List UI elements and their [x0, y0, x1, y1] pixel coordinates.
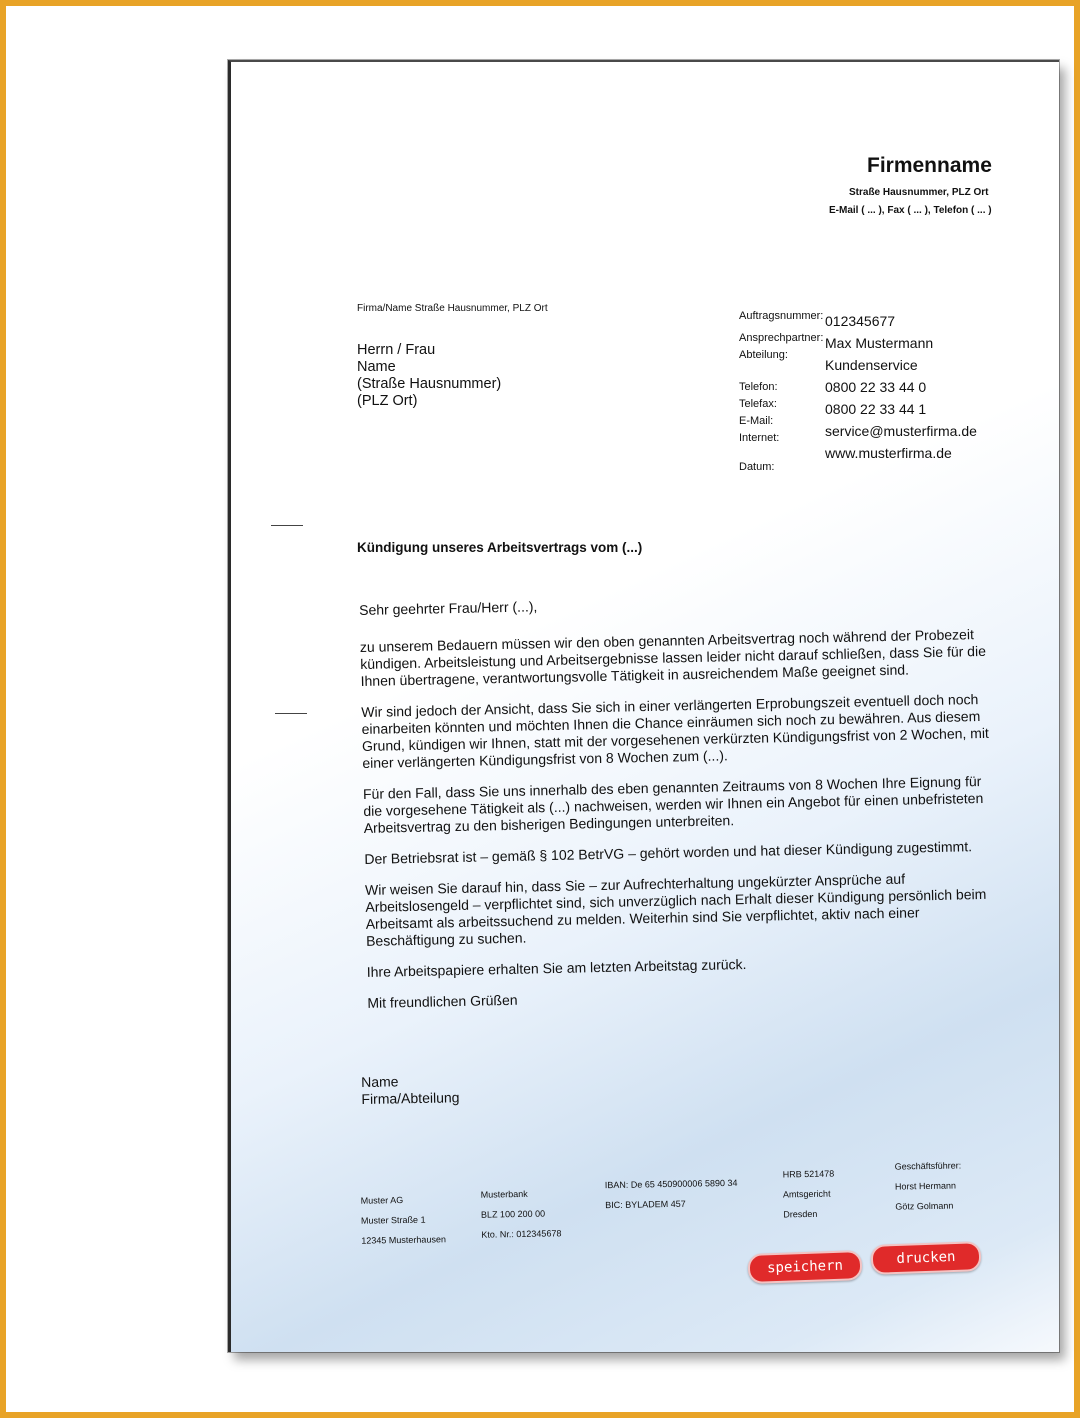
letter-body: [359, 589, 1008, 1026]
recipient-line: (Straße Hausnummer): [357, 376, 502, 392]
info-label: Datum:: [739, 461, 775, 473]
footer-text: 12345 Musterhausen: [361, 1234, 446, 1246]
footer-text: HRB 521478: [782, 1168, 835, 1180]
footer-company: [360, 1189, 446, 1250]
order-number: 012345677: [825, 313, 896, 329]
footer-text: Geschäftsführer:: [894, 1160, 962, 1172]
paragraph: Wir sind jedoch der Ansicht, dass Sie sich in einer verlängerten Erprobungszeit eventuell doch noch einarbeiten könnten und möchten Ihnen die Chance einräumen sich noch zu bewähren. Aus diesem Grund, kündigen wir Ihnen, statt mit der vorgesehenen verkürzten Kündigungsfrist von 2 Wochen, mit einer verlängerten Kündigungsfrist von 8 Wochen zum (...).: [361, 691, 990, 771]
firm-contact: E-Mail ( ... ), Fax ( ... ), Telefon ( ... ): [829, 205, 992, 216]
fold-mark: [271, 525, 303, 526]
info-label: Internet:: [739, 432, 780, 444]
footer-iban: [605, 1173, 738, 1215]
phone: 0800 22 33 44 0: [825, 379, 927, 395]
print-button[interactable]: drucken: [871, 1241, 982, 1275]
contact-person: Max Mustermann: [825, 335, 934, 351]
paragraph: Wir weisen Sie darauf hin, dass Sie – zur Aufrechterhaltung ungekürzter Ansprüche auf Arbeitslosengeld – verpflichtet sind, sich unverzüglich nach Erhalt dieser Kündigung persönlich beim Arbeitsamt als arbeitssuchend zu melden. Weiterhin sind Sie verpflichtet, aktiv nach einer Beschäftigung zu suchen.: [364, 870, 987, 949]
paragraph: Ihre Arbeitspapiere erhalten Sie am letzten Arbeitstag zurück.: [366, 955, 747, 980]
footer-text: Amtsgericht: [782, 1188, 831, 1200]
recipient-line: Herrn / Frau: [357, 342, 436, 358]
recipient-line: Name: [357, 359, 396, 375]
paragraph: zu unserem Bedauern müssen wir den oben genannten Arbeitsvertrag noch während der Probezeit kündigen. Arbeitsleistung und Arbeitsergebnisse lassen leider nicht darauf schließen, dass Sie für die Ihnen übertragene, verantwortungsvolle Tätigkeit in ausreichendem Maße geeignet sind.: [359, 626, 987, 689]
info-label: Telefon:: [739, 381, 778, 393]
info-values: [825, 313, 977, 467]
website: www.musterfirma.de: [825, 445, 952, 461]
email: service@musterfirma.de: [825, 423, 977, 439]
info-label: Ansprechpartner:: [739, 332, 824, 344]
paragraph: Der Betriebsrat ist – gemäß § 102 BetrVG – gehört worden und hat dieser Kündigung zugestimmt.: [364, 838, 973, 867]
info-label: Abteilung:: [739, 349, 788, 361]
footer-text: Muster AG: [360, 1194, 404, 1206]
sender-line: Firma/Name Straße Hausnummer, PLZ Ort: [357, 303, 548, 314]
footer-text: BIC: BYLADEM 457: [605, 1198, 686, 1211]
signature-dept: Firma/Abteilung: [361, 1089, 460, 1107]
letter-subject: Kündigung unseres Arbeitsvertrags vom (...): [357, 540, 643, 555]
department: Kundenservice: [825, 357, 918, 373]
save-button[interactable]: speichern: [748, 1250, 863, 1284]
footer-register: [782, 1164, 835, 1225]
footer-management: [894, 1155, 962, 1216]
paragraph: Für den Fall, dass Sie uns innerhalb des eben genannten Zeitraums von 8 Wochen Ihre Eignung für die vorgesehene Tätigkeit als (...) nachweisen, werden wir Ihnen ein Angebot für einen unbefristeten Arbeitsvertrag zu den bisherigen Bedingungen unterbreiten.: [362, 773, 984, 836]
letter-page: [228, 60, 1059, 1352]
fold-mark: [275, 713, 307, 714]
closing: Mit freundlichen Grüßen: [367, 991, 518, 1011]
info-label: E-Mail:: [739, 415, 774, 427]
firm-address: Straße Hausnummer, PLZ Ort: [849, 187, 989, 198]
footer-text: Götz Golmann: [895, 1200, 954, 1212]
recipient-address: [357, 342, 501, 410]
signature: [361, 1072, 460, 1108]
footer-bank: [480, 1183, 561, 1244]
footer-text: Dresden: [783, 1208, 818, 1220]
footer-text: Horst Hermann: [894, 1180, 957, 1192]
footer-text: Muster Straße 1: [360, 1214, 426, 1226]
recipient-line: (PLZ Ort): [357, 393, 418, 409]
signature-name: Name: [361, 1073, 399, 1090]
footer-text: IBAN: De 65 450900006 5890 34: [604, 1177, 738, 1191]
info-label: Auftragsnummer:: [739, 310, 824, 322]
footer-text: Kto. Nr.: 012345678: [481, 1228, 562, 1240]
fax: 0800 22 33 44 1: [825, 401, 927, 417]
salutation: Sehr geehrter Frau/Herr (...),: [359, 598, 538, 618]
info-labels: [739, 310, 823, 478]
firm-name: Firmenname: [867, 154, 992, 177]
info-label: Telefax:: [739, 398, 777, 410]
footer-text: Musterbank: [480, 1188, 528, 1200]
footer-text: BLZ 100 200 00: [480, 1208, 546, 1220]
